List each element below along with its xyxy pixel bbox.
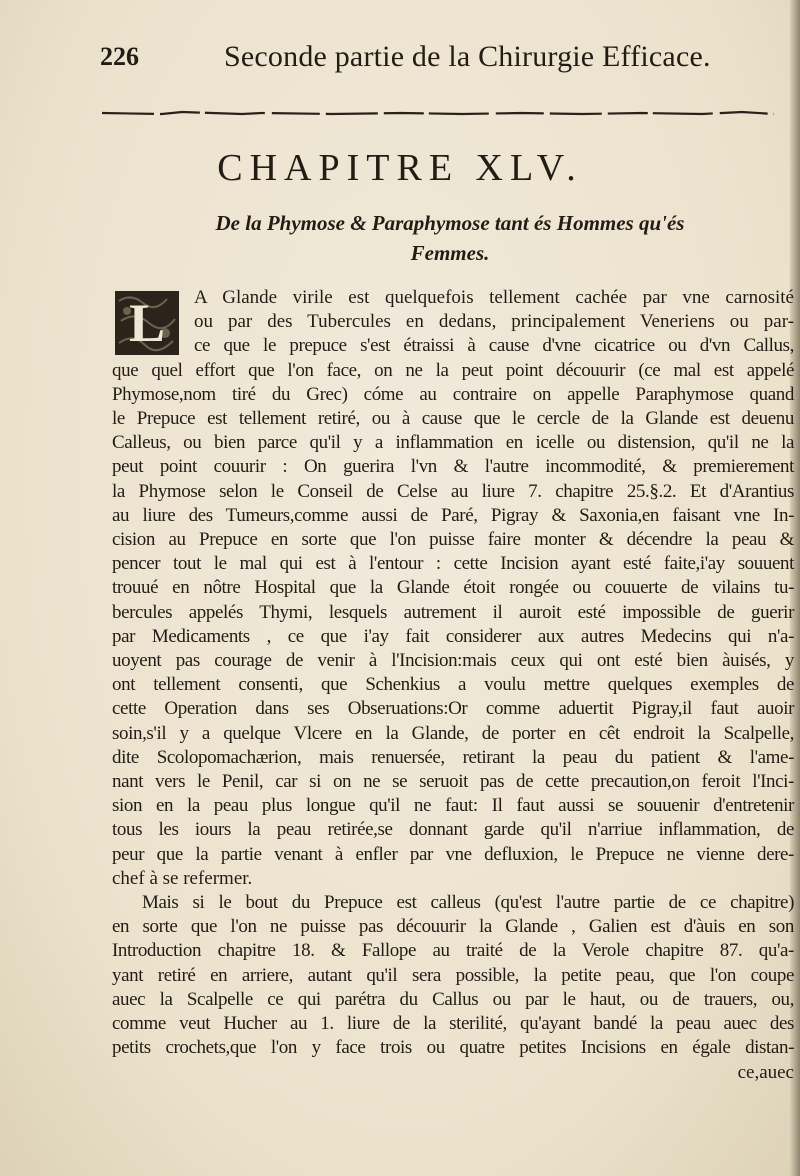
text-line: nant vers le Penil, car si on ne se seruoit pas de cette precaution,on feroit l'Inci- — [112, 771, 794, 793]
text-line: ce que le prepuce s'est étraissi à cause d'vne cicatrice ou d'vn Callus, — [194, 335, 794, 357]
text-line: ont tellement consenti, que Schenkius a voulu mettre quelques exemples de — [112, 674, 794, 696]
text-line: en sorte que l'on ne puisse pas découurir la Glande , Galien est d'àuis en son — [112, 916, 794, 938]
text-line: pencer tout le mal qui est à l'entour : cette Incision ayant esté faite,i'ay souuent — [112, 553, 794, 575]
text-line: peur que la partie venant à enfler par vne defluxion, le Prepuce ne vienne dere- — [112, 843, 794, 865]
text-line: au liure des Tumeurs,comme aussi de Paré, Pigray & Saxonia,en faisant vne In- — [112, 504, 794, 526]
text-line: Phymose,nom tiré du Grec) cóme au contraire on appelle Paraphymose quand — [112, 383, 794, 405]
initial-letter: L — [128, 293, 166, 353]
text-line: uoyent pas courage de venir à l'Incision:mais ceux qui ont esté bien àuisés, y — [112, 650, 794, 672]
page-header — [100, 40, 760, 84]
text-line: cette Operation dans ses Obseruations:Or comme aduertit Pigray,il faut auoir — [112, 698, 794, 720]
chapter-subtitle — [150, 208, 750, 268]
text-line: le Prepuce est tellement retiré, ou à cause que le cercle de la Glande est deuenu — [112, 408, 794, 430]
text-line: yant retiré en arriere, autant qu'il sera possible, la petite peau, que l'on coupe — [112, 964, 794, 986]
decorative-rule — [102, 110, 774, 117]
chapter-title: CHAPITRE XLV. — [217, 147, 583, 189]
text-line: auec la Scalpelle ce qui parétra du Callus ou par le haut, ou de trauers, ou, — [112, 988, 794, 1010]
text-line: la Phymose selon le Conseil de Celse au liure 7. chapitre 25.§.2. Et d'Arantius — [112, 480, 794, 502]
text-line: comme veut Hucher au 1. liure de la sterilité, qu'ayant bandé la peau auec des — [112, 1013, 794, 1035]
text-line: tous les iours la peau retirée,se donnant garde qu'il n'arriue inflammation, de — [112, 819, 794, 841]
subtitle-line: De la Phymose & Paraphymose tant és Hommes qu'és — [215, 211, 685, 235]
text-line: chef à se refermer. — [112, 867, 253, 889]
running-title: Seconde partie de la Chirurgie Efficace. — [224, 40, 711, 73]
text-line: Calleus, ou bien parce qu'il y a inflammation en icelle ou distension, qu'il ne la — [112, 432, 794, 454]
catchword: ce,auec — [737, 1061, 794, 1083]
subtitle-line: Femmes. — [410, 241, 490, 265]
page-number: 226 — [100, 42, 139, 71]
text-line: Mais si le bout du Prepuce est calleus (qu'est l'autre partie de ce chapitre) — [142, 892, 794, 914]
text-line: que quel effort que l'on face, on ne la peut point découurir (ce mal est appelé — [112, 359, 794, 381]
text-line: sion en la peau plus longue qu'il ne faut: Il faut aussi se souuenir d'entretenir — [112, 795, 794, 817]
text-line: A Glande virile est quelquefois tellement cachée par vne carnosité — [194, 287, 794, 308]
text-line: soin,s'il y a quelque Vlcere en la Glande, de porter en cêt endroit la Scalpelle, — [112, 722, 794, 744]
text-line: peut point couurir : On guerira l'vn & l'autre incommodité, & premierement — [112, 456, 794, 478]
text-line: Introduction chapitre 18. & Fallope au traité de la Verole chapitre 87. qu'a- — [112, 940, 794, 962]
text-line: par Medicaments , ce que i'ay fait considerer aux autres Medecins qui n'a- — [112, 625, 794, 647]
body-text — [112, 286, 794, 1085]
text-line: cision au Prepuce en sorte que l'on puisse faire monter & décendre la peau & — [112, 529, 794, 551]
text-line: trouué en nôtre Hospital que la Glande étoit rongée ou couuerte de vilains tu- — [112, 577, 794, 599]
text-line: ou par des Tubercules en dedans, principalement Veneriens ou par- — [194, 311, 794, 333]
text-line: bercules appelés Thymi, lesquels autrement il auroit esté impossible de guerir — [112, 601, 794, 623]
text-line: dite Scolopomachærion, mais renuersée, retirant la peau du patient & l'ame- — [112, 746, 794, 768]
text-line: petits crochets,que l'on y face trois ou quatre petites Incisions en égale distan- — [112, 1037, 794, 1059]
